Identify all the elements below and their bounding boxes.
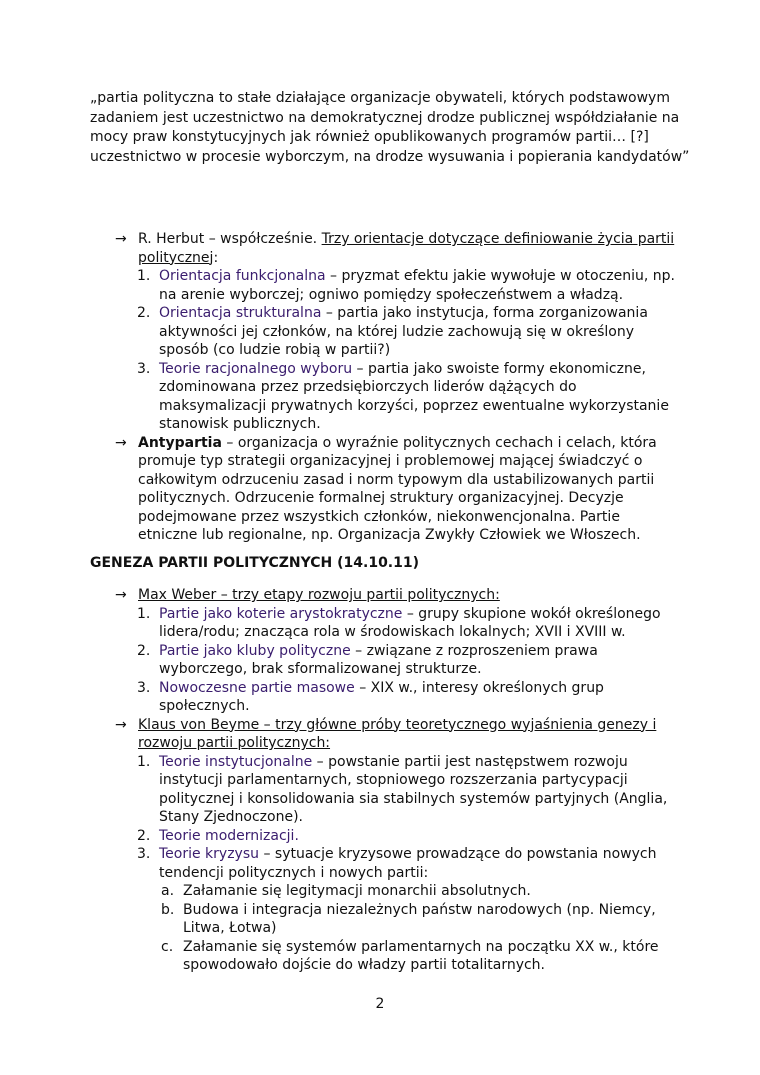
arrow-icon: →	[115, 434, 127, 451]
sublist-item	[159, 901, 675, 938]
sublist-letter: b.	[161, 901, 175, 918]
list-item	[115, 642, 675, 679]
list-term: Teorie instytucjonalne	[159, 753, 313, 770]
list-text: – pryzmat efektu jakie wywołuje w otoczeniu, np. na arenie wyborczej; ogniwo pomiędzy społeczeństwem a władzą.	[159, 268, 675, 303]
herbut-author: R. Herbut – współcześnie.	[138, 231, 322, 247]
list-term: Partie jako kluby polityczne	[159, 642, 351, 659]
sublist-item	[159, 882, 675, 901]
weber-list	[115, 605, 675, 716]
list-term: Teorie racjonalnego wyboru	[159, 360, 353, 377]
list-item	[115, 827, 675, 846]
weber-bullet	[115, 586, 675, 605]
sublist-letter: a.	[161, 883, 175, 899]
antypartia-term: Antypartia	[138, 434, 222, 451]
beyme-list	[115, 753, 675, 975]
arrow-icon: →	[115, 587, 127, 603]
sublist-item	[159, 938, 675, 975]
list-text: – partia jako instytucja, forma zorganizowania aktywności jej członków, na której ludzie zachowują się w określony sposób (co ludzie robią w partii?)	[159, 305, 648, 358]
antypartia-bullet	[115, 434, 675, 545]
list-item	[115, 304, 675, 360]
list-number: 3.	[137, 679, 151, 696]
list-number: 1.	[137, 753, 151, 770]
list-term: Partie jako koterie arystokratyczne	[159, 605, 403, 622]
arrow-icon: →	[115, 231, 127, 247]
list-item	[115, 605, 675, 642]
weber-title: Max Weber – trzy etapy rozwoju partii politycznych:	[138, 587, 500, 603]
list-number: 1.	[137, 268, 151, 284]
definition-quote: „partia polityczna to stałe działające organizacje obywateli, których podstawowym zadaniem jest uczestnictwo na demokratycznej drodze publicznej współdziałanie na mocy praw konstytucyjnych jak również opublikowanych programów partii… [?] uczestnictwo w procesie wyborczym, na drodze wysuwania i popierania kandydatów”	[90, 90, 690, 165]
list-text: – grupy skupione wokół określonego lidera/rodu; znacząca rola w środowiskach lokalnych; XVII i XVIII w.	[159, 605, 661, 640]
antypartia-text: – organizacja o wyraźnie politycznych cechach i celach, która promuje typ strategii organizacyjnej i problemowej mającej świadczyć o całkowitym odrzuceniu zasad i norm typowym dla ustabilizowanych partii politycznych. Odrzucenie formalnej struktury organizacyjnej. Decyzje podejmowane przez wszystkich członków, niekonwencjonalna. Partie etniczne lub regionalne, np. Organizacja Zwykły Człowiek we Włoszech.	[138, 434, 657, 543]
list-number: 2.	[137, 827, 151, 844]
list-term: Teorie modernizacji.	[159, 827, 299, 844]
list-number: 2.	[137, 305, 151, 321]
list-item	[115, 267, 675, 304]
sublist-text: Załamanie się systemów parlamentarnych na początku XX w., które spowodowało dojście do władzy partii totalitarnych.	[183, 938, 659, 973]
list-item	[115, 753, 675, 827]
list-item	[115, 845, 675, 882]
list-text: – partia jako swoiste formy ekonomiczne, zdominowana przez przedsiębiorczych liderów dążących do maksymalizacji prywatnych korzyści, poprzez ewentualne wykorzystanie stanowisk publicznych.	[159, 360, 669, 432]
list-number: 3.	[137, 360, 151, 377]
list-item	[115, 679, 675, 716]
arrow-icon: →	[115, 716, 127, 733]
list-term: Orientacja strukturalna	[159, 305, 322, 321]
list-text: – związane z rozproszeniem prawa wyborczego, brak sformalizowanej strukturze.	[159, 642, 598, 677]
sublist-text: Budowa i integracja niezależnych państw narodowych (np. Niemcy, Litwa, Łotwa)	[183, 901, 656, 936]
beyme-bullet	[115, 716, 675, 753]
list-number: 1.	[137, 605, 151, 622]
list-term: Teorie kryzysu	[159, 846, 260, 862]
list-number: 2.	[137, 642, 151, 659]
herbut-colon: :	[213, 249, 219, 266]
herbut-bullet	[115, 230, 675, 267]
herbut-section	[115, 230, 675, 545]
beyme-title: Klaus von Beyme – trzy główne próby teoretycznego wyjaśnienia genezy i rozwoju partii politycznych:	[138, 716, 657, 751]
herbut-list	[115, 267, 675, 434]
list-term: Orientacja funkcjonalna	[159, 268, 326, 284]
list-text: – XIX w., interesy określonych grup społecznych.	[159, 679, 604, 714]
herbut-title: Trzy orientacje dotyczące definiowanie życia partii politycznej	[138, 231, 675, 266]
page-number: 2	[375, 996, 385, 1012]
sublist-text: Załamanie się legitymacji monarchii absolutnych.	[183, 883, 531, 899]
list-text: – sytuacje kryzysowe prowadzące do powstania nowych tendencji politycznych i nowych partii:	[159, 846, 657, 881]
section-heading: GENEZA PARTII POLITYCZNYCH (14.10.11)	[90, 555, 420, 571]
geneza-section	[115, 586, 675, 975]
list-number: 3.	[137, 846, 151, 862]
list-term: Nowoczesne partie masowe	[159, 679, 355, 696]
crisis-sublist	[159, 882, 675, 975]
list-item	[115, 360, 675, 434]
sublist-letter: c.	[161, 938, 174, 955]
list-text: – powstanie partii jest następstwem rozwoju instytucji parlamentarnych, stopniowego rozszerzania partycypacji politycznej i konsolidowania sia stabilnych systemów partyjnych (Anglia, Stany Zjednoczone).	[159, 753, 668, 825]
